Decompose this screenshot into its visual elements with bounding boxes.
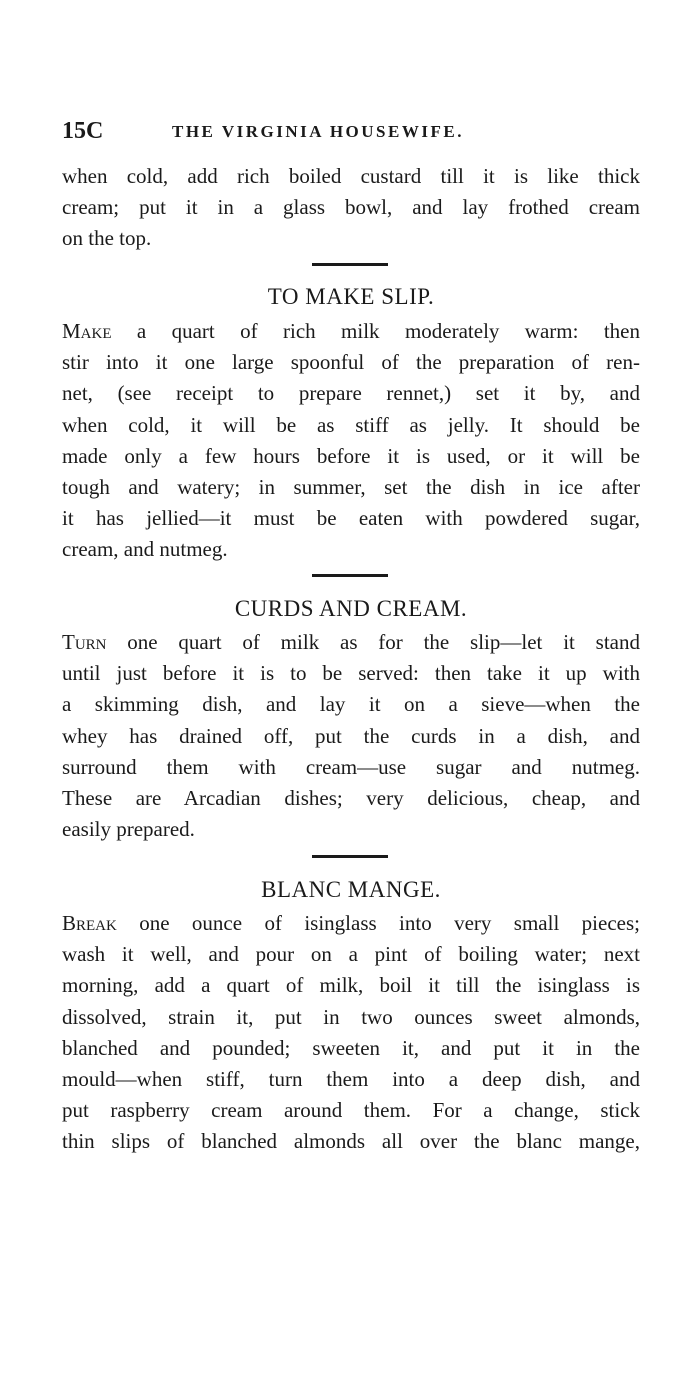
text-line: wash it well, and pour on a pint of boiling water; next: [62, 942, 640, 967]
running-title: THE VIRGINIA HOUSEWIFE.: [172, 122, 464, 141]
section-title-curds: CURDS AND CREAM.: [234, 596, 468, 621]
text-line: tough and watery; in summer, set the dish in ice after: [62, 475, 640, 500]
text-line: it has jellied—it must be eaten with powdered sugar,: [62, 506, 640, 531]
text-line: put raspberry cream around them. For a change, stick: [62, 1098, 640, 1123]
text-line: whey has drained off, put the curds in a dish, and: [62, 723, 640, 748]
text-line: surround them with cream—use sugar and nutmeg.: [62, 754, 640, 779]
text-line: thin slips of blanched almonds all over the blanc mange,: [62, 1129, 640, 1154]
text-line: until just before it is to be served: then take it up with: [62, 661, 640, 686]
text-line: made only a few hours before it is used, or it will be: [62, 443, 640, 468]
lead-word: Break: [62, 911, 117, 935]
text-line: one quart of milk as for the slip—let it stand: [106, 630, 640, 654]
page-number: 15C: [62, 118, 104, 144]
text-line: one ounce of isinglass into very small pieces;: [116, 911, 640, 935]
section-title-blanc-mange: BLANC MANGE.: [261, 877, 441, 902]
text-line: mould—when stiff, turn them into a deep dish, and: [62, 1067, 640, 1092]
text-line: blanched and pounded; sweeten it, and put it in the: [62, 1035, 640, 1060]
text-line: cream; put it in a glass bowl, and lay frothed cream: [62, 195, 640, 220]
section-title-slip: TO MAKE SLIP.: [267, 284, 435, 309]
text-line: dissolved, strain it, put in two ounces sweet almonds,: [62, 1004, 640, 1029]
lead-word: Make: [62, 319, 112, 343]
text-line: when cold, it will be as stiff as jelly. It should be: [62, 412, 640, 437]
text-line: a skimming dish, and lay it on a sieve—when the: [62, 692, 640, 717]
section-body-blanc-mange: [62, 908, 640, 1158]
section-body-curds: [62, 627, 640, 845]
text-line: a quart of rich milk moderately warm: then: [111, 319, 640, 343]
text-line: morning, add a quart of milk, boil it till the isinglass is: [62, 973, 640, 998]
text-line: easily prepared.: [62, 817, 195, 842]
text-line: These are Arcadian dishes; very delicious, cheap, and: [62, 786, 640, 811]
text-line: net, (see receipt to prepare rennet,) set it by, and: [62, 381, 640, 406]
section-body-slip: [62, 316, 640, 566]
text-line: cream, and nutmeg.: [62, 537, 228, 562]
continuation-paragraph: [62, 161, 640, 255]
text-line: when cold, add rich boiled custard till it is like thick: [62, 164, 640, 188]
text-line: stir into it one large spoonful of the preparation of ren-: [62, 350, 640, 375]
text-line: on the top.: [62, 226, 152, 251]
lead-word: Turn: [62, 630, 107, 654]
section-divider: [312, 574, 388, 577]
section-divider: [312, 855, 388, 858]
section-divider: [312, 263, 388, 266]
page-header: [62, 118, 642, 152]
